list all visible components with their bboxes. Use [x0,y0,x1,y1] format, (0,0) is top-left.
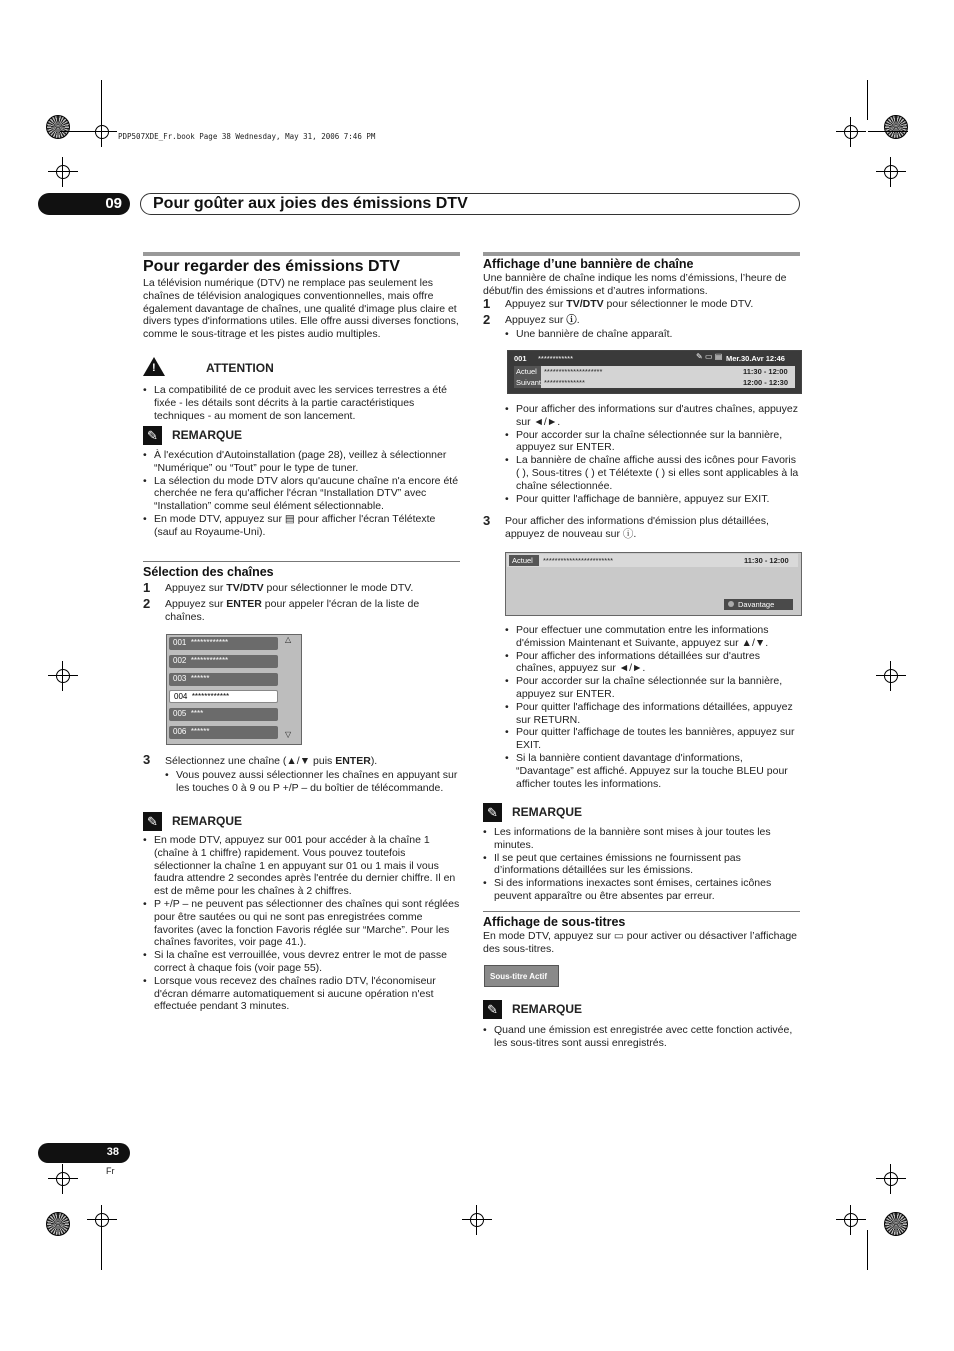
step-text: Sélectionnez une chaîne (▲/▼ puis ENTER). [165,755,378,767]
channel-list-item[interactable]: 001 ************ [169,637,278,650]
now-time: 11:30 - 12:00 [743,367,788,376]
subsection-title: Affichage d’une bannière de chaîne [483,257,694,271]
attention-label: ATTENTION [206,361,274,375]
detail-time: 11:30 - 12:00 [744,556,789,565]
note-list [483,826,800,903]
section-title: Pour regarder des émissions DTV [143,258,400,275]
registration-mark-icon [48,157,78,187]
registration-mark-icon [87,117,117,147]
channel-list-item[interactable]: 006 ****** [169,726,278,739]
banner-channel-number: 001 [514,354,527,363]
step-bullet-list [505,328,800,341]
banner-next-row [514,377,795,388]
step-text: Appuyez sur TV/DTV pour sélectionner le mode DTV. [165,582,414,594]
next-name: ************** [544,378,585,387]
list-item: • Vous pouvez aussi sélectionner les chaînes en appuyant sur les touches 0 à 9 ou P +/P – du boîtier de télécommande. [165,769,460,795]
crop-mark [101,1230,102,1270]
scroll-up-icon[interactable]: △ [285,635,292,644]
detail-info-screen [505,552,802,616]
list-item: • Lorsque vous recevez des chaînes radio DTV, l'économiseur d'écran démarre automatiquement si aucune opération n'est effectuée pendant 3 minutes. [143,975,460,1013]
step-text: Appuyez sur ENTER pour appeler l'écran de la liste de chaînes. [165,598,420,623]
list-item: • À l'exécution d'Autoinstallation (page 28), veillez à sélectionner “Numérique” ou “Tout” pour le type de tuner. [143,449,460,475]
crop-mark [101,80,102,120]
crop-mark [868,131,908,132]
step-number: 3 [143,752,151,767]
registration-mark-icon [462,1205,492,1235]
attention-list [143,384,460,422]
list-item: • La compatibilité de ce produit avec les services terrestres a été fixée - les détails sont décrits à la partie caractéristiques techniques - au moment de son lancement. [143,384,460,422]
list-item: • Pour effectuer une commutation entre les informations d'émission Maintenant et Suivante, appuyez sur ▲/▼. [505,624,800,650]
subtitle-text: En mode DTV, appuyez sur ▭ pour activer ou désactiver l’affichage des sous-titres. [483,930,798,955]
channel-list-screen [166,634,302,745]
list-item: • Il se peut que certaines émissions ne fournissent pas d’informations détaillées sur les émissions. [483,852,800,878]
list-item: • Si la bannière contient davantage d'informations, “Davantage” est affiché. Appuyez sur la touche BLEU pour afficher toutes les informations. [505,752,800,790]
chapter-title-bar [140,193,800,215]
note-list [143,449,460,539]
registration-mark-icon [87,1205,117,1235]
note-label: REMARQUE [172,814,243,828]
section-rule [143,252,460,256]
list-item: • Pour accorder sur la chaîne sélectionnée sur la bannière, appuyez sur ENTER. [505,429,800,455]
step-text: Appuyez sur ⓘ. [505,314,580,326]
note-label: REMARQUE [512,1002,583,1016]
channel-banner [507,350,802,394]
registration-mark-icon [48,661,78,691]
list-item: • Quand une émission est enregistrée avec cette fonction activée, les sous-titres sont aussi enregistrés. [483,1024,800,1050]
banner-date: Mer.30.Avr 12:46 [726,354,785,363]
divider [143,561,460,562]
step-text: Appuyez sur TV/DTV pour sélectionner le mode DTV. [505,298,754,310]
list-item: • Les informations de la bannière sont mises à jour toutes les minutes. [483,826,800,852]
step-number: 1 [143,580,151,595]
list-item: • Si des informations inexactes sont émises, certaines icônes peuvent apparaître ou être absentes par erreur. [483,877,800,903]
list-item: • En mode DTV, appuyez sur 001 pour accéder à la chaîne 1 (chaîne à 1 chiffre) rapidement. Vous pouvez toutefois sélectionner la chaîne 1 en appuyant sur 01 ou 1 mais il vous faudra attendre 2 secondes après l'entrée du dernier chiffre. Il en est de même pour les chaînes à 2 chiffres. [143,834,460,898]
header-line: PDP507XDE_Fr.book Page 38 Wednesday, May 31, 2006 7:46 PM [118,132,376,141]
subtitle-icon: ▭ [704,352,713,361]
note-pencil-icon: ✎ [483,1000,502,1019]
subtitle-active-badge: Sous-titre Actif [484,965,559,987]
next-time: 12:00 - 12:30 [743,378,789,387]
registration-mark-icon [876,1164,906,1194]
step-number: 3 [483,513,491,528]
list-item: • Pour quitter l'affichage de toutes les bannières, appuyez sur EXIT. [505,726,800,752]
registration-starburst-icon [46,1212,70,1236]
list-item: • La sélection du mode DTV alors qu'aucune chaîne n'a encore été cherchée ne fera qu'afficher l'écran “Installation DTV” avec “Installation” comme seul élément sélectionnable. [143,475,460,513]
note-pencil-icon: ✎ [483,803,502,822]
list-item: • Pour quitter l'affichage de bannière, appuyez sur EXIT. [505,493,800,506]
registration-mark-icon [876,157,906,187]
section-rule [483,252,800,256]
crop-mark [867,80,868,120]
teletext-icon: ▤ [714,352,723,361]
banner-now-row [514,366,795,377]
list-item: • Pour accorder sur la chaîne sélectionnée sur la bannière, appuyez sur ENTER. [505,675,800,701]
chapter-title: Pour goûter aux joies des émissions DTV [153,195,468,212]
step-number: 1 [483,296,491,311]
language-code: Fr [106,1166,115,1176]
subsection-title: Affichage de sous-titres [483,915,626,929]
chapter-number: 09 [38,193,130,215]
warning-icon: ! [143,357,165,376]
scroll-down-icon[interactable]: ▽ [285,730,292,739]
registration-starburst-icon [884,115,908,139]
note-label: REMARQUE [512,805,583,819]
list-item: • Si la chaîne est verrouillée, vous devrez entrer le mot de passe correct à chaque fois (voir page 55). [143,949,460,975]
list-item: • Pour afficher des informations détaillées sur d'autres chaînes, appuyez sur ◄/►. [505,650,800,676]
channel-list-item[interactable]: 005 **** [169,708,278,721]
registration-mark-icon [836,1205,866,1235]
page-number: 38 [106,1146,119,1158]
list-item: • La bannière de chaîne affiche aussi des icônes pour Favoris ( ), Sous-titres ( ) et Télétexte ( ) si elles sont applicables à la chaîne sélectionnée. [505,454,800,492]
registration-mark-icon [48,1164,78,1194]
intro-text: La télévision numérique (DTV) ne remplace pas seulement les chaînes de télévision analogiques conventionnelles, mais offre également davantage de chaînes, une qualité d'image plus claire et divers types d'informations utiles. Elle offre aussi diverses fonctions, comme le sous-titrage et les pistes audio multiples. [143,277,459,341]
note-list [483,1024,800,1050]
detail-name: ************************ [543,556,614,565]
page-number-badge [38,1143,130,1163]
step-number: 2 [483,312,491,327]
crop-mark [867,1230,868,1270]
divider [483,911,800,912]
now-name: ******************** [544,367,603,376]
note-label: REMARQUE [172,428,243,442]
list-item: • Une bannière de chaîne apparaît. [505,328,800,341]
step-number: 2 [143,596,151,611]
list-item: • Pour quitter l'affichage des informations détaillées, appuyez sur RETURN. [505,701,800,727]
note-pencil-icon: ✎ [143,812,162,831]
note-pencil-icon: ✎ [143,426,162,445]
step-bullet-list [165,769,460,795]
favorite-icon: ✎ [696,352,703,361]
registration-starburst-icon [884,1212,908,1236]
list-item: • En mode DTV, appuyez sur ▤ pour afficher l'écran Télétexte (sauf au Royaume-Uni). [143,513,460,539]
detail-label: Actuel [509,555,539,566]
registration-mark-icon [876,661,906,691]
banner-bullet-list [505,403,800,505]
channel-list-item[interactable]: 003 ****** [169,673,278,686]
crop-mark [60,131,100,132]
registration-mark-icon [836,117,866,147]
banner-intro: Une bannière de chaîne indique les noms d’émissions, l’heure de début/fin des émissions et d’autres informations. [483,272,787,297]
more-button[interactable]: Davantage [724,599,793,610]
list-item: • P +/P – ne peuvent pas sélectionner des chaînes qui sont réglées pour être sautées ou qui ne sont pas enregistrées comme favorites (avec la fonction Favoris réglée sur “Marche”. Pour les chaînes favorites, voir page 41.). [143,898,460,949]
detail-header-row [507,554,798,567]
banner-icons [696,352,722,361]
step-text: Pour afficher des informations d'émission plus détaillées, appuyez de nouveau sur ⓘ. [505,515,769,540]
registration-starburst-icon [46,115,70,139]
detail-bullet-list [505,624,800,790]
list-item: • Pour afficher des informations sur d'autres chaînes, appuyez sur ◄/►. [505,403,800,429]
blue-button-icon [728,601,734,607]
subsection-title: Sélection des chaînes [143,565,274,579]
channel-list-item[interactable]: 004 ************ [169,690,278,703]
note-list [143,834,460,1013]
next-label: Suivant [516,378,542,387]
channel-list-item[interactable]: 002 ************ [169,655,278,668]
banner-channel-name: ************ [538,354,574,363]
now-label: Actuel [514,366,541,377]
